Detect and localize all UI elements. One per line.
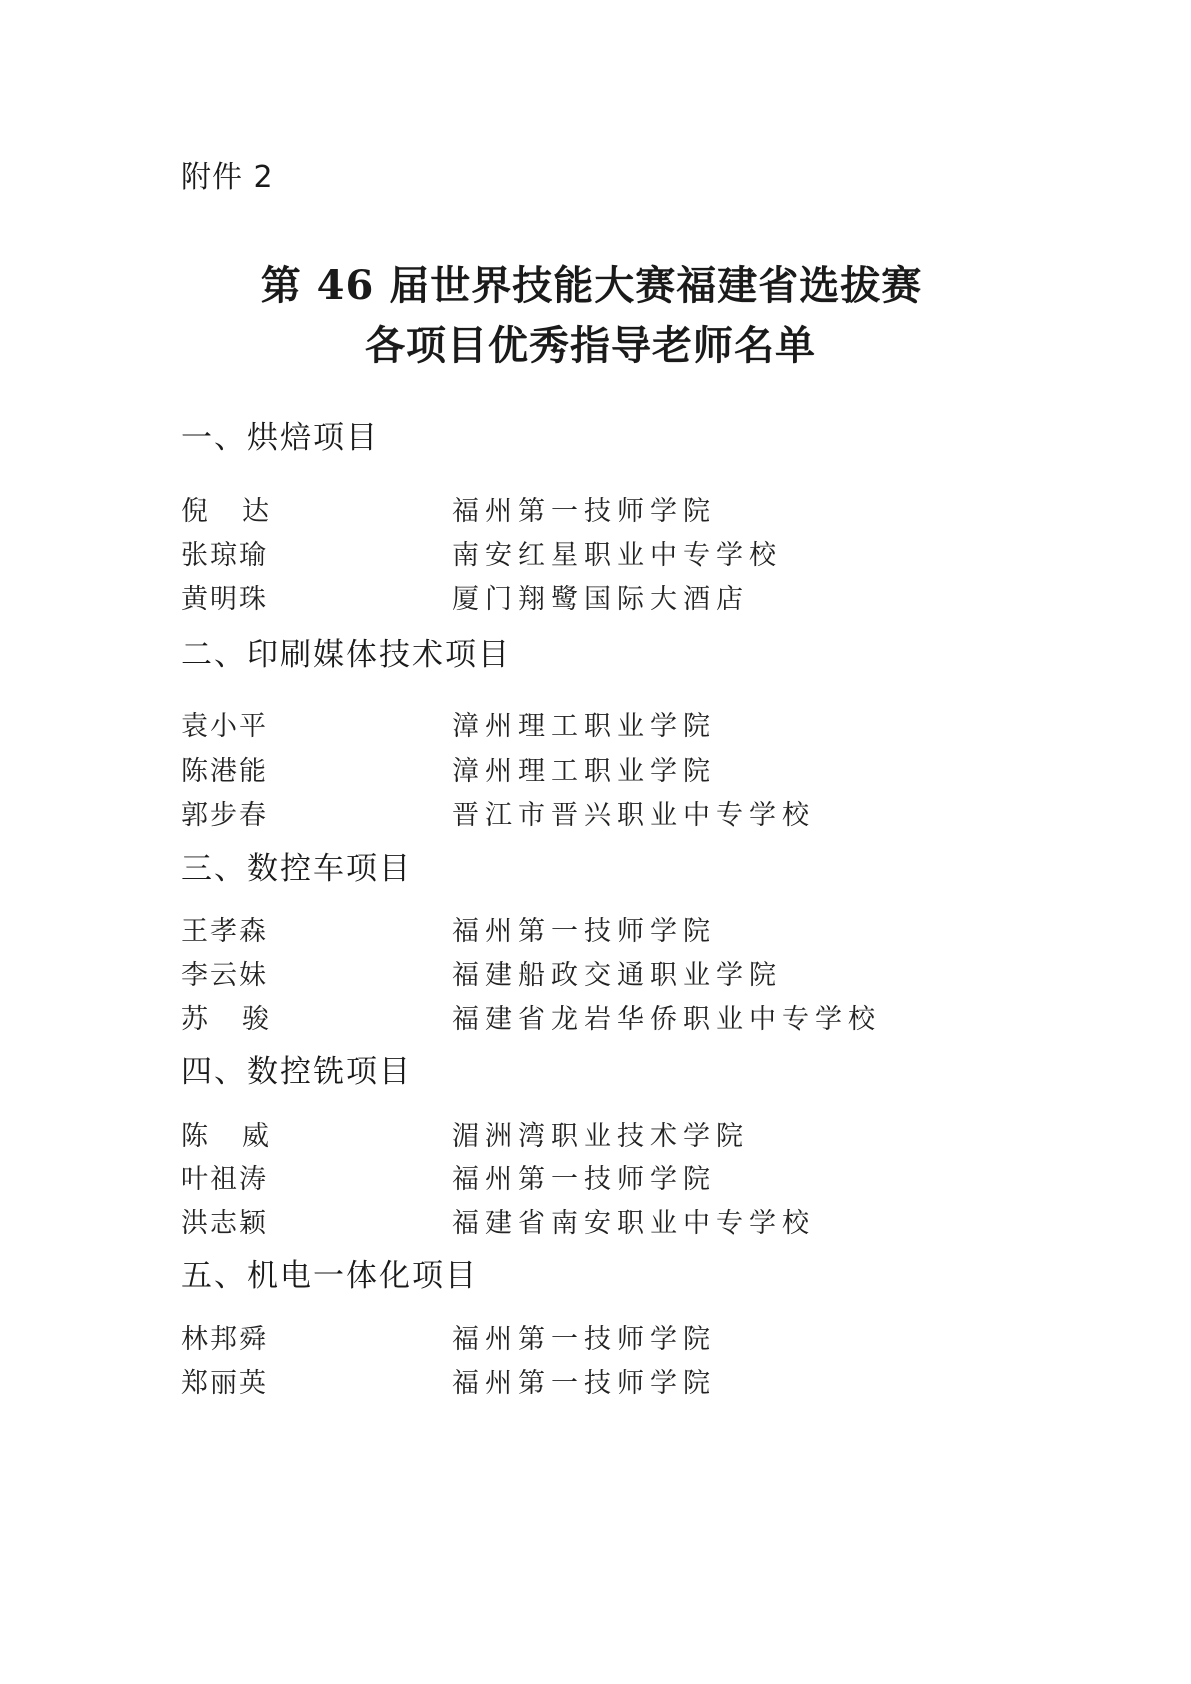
teacher-organization: 厦门翔鹭国际大酒店 <box>452 584 749 615</box>
teacher-name: 郭步春 <box>181 800 268 831</box>
list-item <box>181 997 1081 1037</box>
teacher-name: 倪达 <box>181 496 303 527</box>
teacher-name: 王孝森 <box>181 916 268 947</box>
teacher-organization: 漳州理工职业学院 <box>452 711 716 742</box>
list-item <box>181 1201 1081 1241</box>
teacher-name: 洪志颖 <box>181 1208 268 1239</box>
teacher-organization: 福建船政交通职业学院 <box>452 960 782 991</box>
list-item <box>181 1361 1081 1401</box>
teacher-name: 陈港能 <box>181 756 268 787</box>
list-item <box>181 489 1081 529</box>
section-heading: 一、烘焙项目 <box>181 420 379 456</box>
list-item <box>181 749 1081 789</box>
section-heading: 五、机电一体化项目 <box>181 1258 478 1294</box>
teacher-name: 林邦舜 <box>181 1324 268 1355</box>
list-item <box>181 704 1081 744</box>
section-heading: 三、数控车项目 <box>181 851 412 887</box>
teacher-name: 李云妹 <box>181 960 268 991</box>
list-item <box>181 577 1081 617</box>
document-title-line-1: 第 46 届世界技能大赛福建省选拔赛 <box>260 262 923 309</box>
teacher-name: 袁小平 <box>181 711 268 742</box>
teacher-name: 张琼瑜 <box>181 540 268 571</box>
list-item <box>181 1317 1081 1357</box>
teacher-organization: 湄洲湾职业技术学院 <box>452 1121 749 1152</box>
list-item <box>181 953 1081 993</box>
teacher-organization: 福州第一技师学院 <box>452 916 716 947</box>
teacher-organization: 福建省龙岩华侨职业中专学校 <box>452 1004 881 1035</box>
teacher-name: 黄明珠 <box>181 584 268 615</box>
list-item <box>181 793 1081 833</box>
attachment-label: 附件 2 <box>181 160 274 195</box>
teacher-organization: 福州第一技师学院 <box>452 1164 716 1195</box>
section-heading: 四、数控铣项目 <box>181 1054 412 1090</box>
teacher-name: 陈威 <box>181 1121 303 1152</box>
section-heading: 二、印刷媒体技术项目 <box>181 637 511 673</box>
teacher-organization: 福建省南安职业中专学校 <box>452 1208 815 1239</box>
teacher-name: 苏骏 <box>181 1004 303 1035</box>
list-item <box>181 1114 1081 1154</box>
list-item <box>181 533 1081 573</box>
list-item <box>181 909 1081 949</box>
teacher-organization: 漳州理工职业学院 <box>452 756 716 787</box>
document-title-line-2: 各项目优秀指导老师名单 <box>365 322 816 369</box>
teacher-organization: 南安红星职业中专学校 <box>452 540 782 571</box>
teacher-organization: 福州第一技师学院 <box>452 496 716 527</box>
teacher-name: 郑丽英 <box>181 1368 268 1399</box>
teacher-organization: 福州第一技师学院 <box>452 1368 716 1399</box>
teacher-organization: 福州第一技师学院 <box>452 1324 716 1355</box>
teacher-organization: 晋江市晋兴职业中专学校 <box>452 800 815 831</box>
list-item <box>181 1157 1081 1197</box>
teacher-name: 叶祖涛 <box>181 1164 268 1195</box>
